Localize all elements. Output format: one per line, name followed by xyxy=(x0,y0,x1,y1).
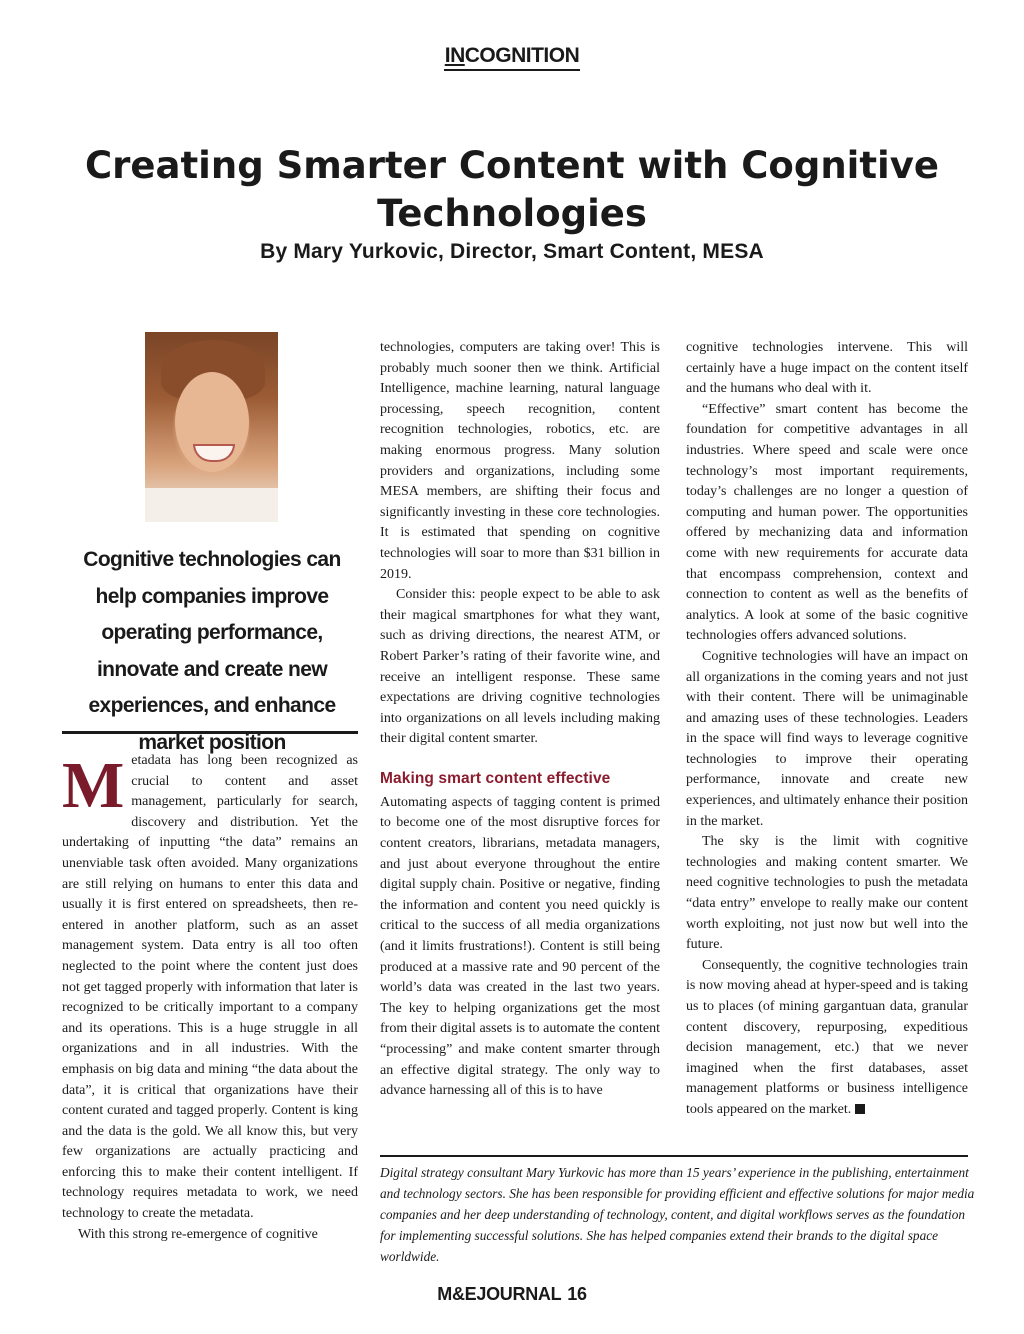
end-mark-icon xyxy=(855,1104,865,1114)
drop-cap: M xyxy=(62,749,125,822)
paragraph-2-cont: technologies, computers are taking over! This is probably much sooner then we think. Artificial Intelligence, machine learning, natural language processing, speech recognition, content recognition technologies, robotics, etc. are making enormous progress. Many solution providers and organizations, including some MESA members, are shifting their focus and significantly investing in these core technologies. It is estimated that spending on cognitive technologies will soar to more than $31 billion in 2019. xyxy=(380,340,660,582)
bio-divider xyxy=(380,1155,968,1157)
section-label-in: IN xyxy=(444,44,465,67)
author-bio: Digital strategy consultant Mary Yurkovic has more than 15 years’ experience in the publishing, entertainment and technology sectors. She has been responsible for providing efficient and effective solutions for major media companies and her deep understanding of technology, content, and digital workflows serves as the foundation for implementing successful solutions. She has helped companies extend their brands to the digital space worldwide. xyxy=(380,1165,975,1264)
column-3 xyxy=(686,338,968,1121)
page-footer xyxy=(0,1284,1024,1305)
paragraph-6: Cognitive technologies will have an impact on all organizations in the coming years and not just with their content. There will be unimaginable and amazing uses of these technologies. Leaders in the space will find ways to leverage cognitive technologies to improve their operating performance, innovate and create new experiences, and ultimately enhance their position in the market. xyxy=(686,648,968,829)
paragraph-4-cont: cognitive technologies intervene. This will certainly have a huge impact on the content itself and the humans who deal with it. xyxy=(686,340,968,397)
publication-name: M&EJOURNAL xyxy=(437,1284,562,1304)
paragraph-1: Metadata has long been recognized as crucial to content and asset management, particularly for search, discovery and distribution. Yet the undertaking of inputting “the data” remains an unenviable task often avoided. Many organizations are still relying on humans to enter this data and usually it is first entered on spreadsheets, then re-entered in another platform, such as an asset management system. Data entry is all too often neglected to the point where the content just does not get tagged properly with information that later is recognized to be critically important to a company and its operations. This is a huge struggle in all organizations and in all industries. With the emphasis on big data and mining “the data about the data”, it is critical that organizations have their content curated and tagged properly. Content is king and the data is the gold. We all know this, but very few organizations are actually practicing and enforcing this to make their content intelligent. If technology requires metadata to work, we need technology to create the metadata. xyxy=(62,749,358,1222)
subhead: Making smart content effective xyxy=(380,769,611,787)
byline: By Mary Yurkovic, Director, Smart Content, MESA xyxy=(260,240,764,263)
paragraph-4-start: Automating aspects of tagging content is primed to become one of the most disruptive forces for content creators, librarians, metadata managers, and just about everyone throughout the entire digital supply chain. Positive or negative, finding the information and content you need quickly is critical to the success of all media organizations (and it limits frustrations!). Content is still being produced at a massive rate and 90 percent of the world’s data was created in the last two years. The key to helping organizations get the most from their digital assets is to automate the content “processing” and make content smarter through an effective digital strategy. The only way to advance harnessing all of this is to have xyxy=(380,794,660,1099)
paragraph-8: Consequently, the cognitive technologies train is now moving ahead at hyper-speed and is taking us to places (of mining gargantuan data, granular content discovery, repurposing, expeditious decision management, etc.) that we never imagined when the first databases, asset management platforms or business intelligence tools appeared on the market. xyxy=(686,957,968,1117)
pull-quote: Cognitive technologies can help companies improve operating performance, innovate and create new experiences, and enhance market position xyxy=(83,548,341,754)
section-label-rest: COGNITION xyxy=(464,44,580,67)
column-1 xyxy=(62,751,358,1245)
pull-quote-divider xyxy=(62,731,358,734)
paragraph-5: “Effective” smart content has become the foundation for competitive advantages in all industries. Where speed and scale were once technology’s most important requirements, today’s challenges are no longer a question of computing and human power. The opportunities offered by mechanizing data and information come with new requirements for accurate data that encompass comprehension, context and connection to content as well as the benefits of analytics. A look at some of the basic cognitive technologies offers advanced solutions. xyxy=(686,401,968,644)
article-title: Creating Smarter Content with Cognitive Technologies xyxy=(85,144,939,235)
paragraph-2-start: With this strong re-emergence of cognitive xyxy=(78,1226,318,1242)
paragraph-7: The sky is the limit with cognitive technologies and making content smarter. We need cognitive technologies to push the metadata “data entry” envelope to really make our content worth exploiting, not just now but well into the future. xyxy=(686,834,968,953)
section-label xyxy=(0,44,1024,71)
author-photo xyxy=(145,332,278,522)
column-2 xyxy=(380,338,660,1102)
paragraph-3: Consider this: people expect to be able to ask their magical smartphones for what they want, such as driving directions, the nearest ATM, or Robert Parker’s rating of their favorite wine, and receive an intelligent response. These same expectations are driving cognitive technologies into organizations on all levels including making their digital content smarter. xyxy=(380,587,660,747)
page-number: 16 xyxy=(567,1284,587,1304)
